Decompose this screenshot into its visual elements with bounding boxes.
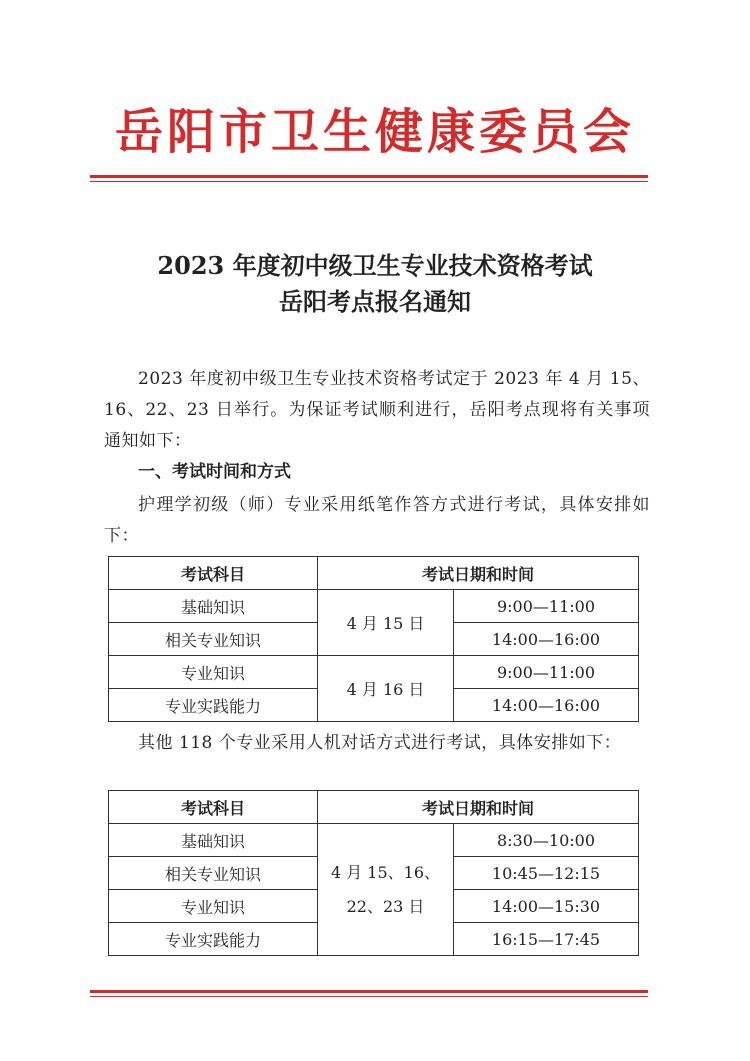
- computer-exam-table: [108, 790, 639, 956]
- letterhead-org-name: 岳阳市卫生健康委员会: [114, 104, 635, 160]
- date-cell: 4 月 15 日: [318, 590, 454, 656]
- paper-exam-paragraph: 护理学初级（师）专业采用纸笔作答方式进行考试，具体安排如下：: [104, 495, 650, 546]
- table-header-subject: 考试科目: [109, 791, 318, 824]
- table-row: 专业知识 14:00—15:30: [109, 890, 639, 923]
- table-row: 基础知识 4 月 15、16、 22、23 日 8:30—10:00: [109, 824, 639, 857]
- table-header-subject: 考试科目: [109, 557, 318, 590]
- table-row: 相关专业知识 14:00—16:00: [109, 623, 639, 656]
- table-header-datetime: 考试日期和时间: [318, 557, 639, 590]
- table-header-datetime: 考试日期和时间: [318, 791, 639, 824]
- doc-title-line1: 2023 年度初中级卫生专业技术资格考试: [157, 251, 593, 280]
- doc-title-line2: 岳阳考点报名通知: [279, 287, 471, 316]
- footer-rule-thin: [90, 996, 648, 997]
- table-row: 专业知识 4 月 16 日 9:00—11:00: [109, 656, 639, 689]
- footer-rule-thick: [90, 990, 648, 993]
- section1-heading: 一、考试时间和方式: [138, 462, 291, 482]
- computer-exam-paragraph: 其他 118 个专业采用人机对话方式进行考试，具体安排如下：: [138, 733, 622, 753]
- date-cell: 4 月 15、16、 22、23 日: [318, 824, 454, 956]
- table-row: 专业实践能力 14:00—16:00: [109, 689, 639, 722]
- table-row: 相关专业知识 10:45—12:15: [109, 857, 639, 890]
- letterhead-rule-thick: [90, 175, 648, 178]
- table-row: 专业实践能力 16:15—17:45: [109, 923, 639, 956]
- table-row: 基础知识 4 月 15 日 9:00—11:00: [109, 590, 639, 623]
- intro-paragraph: 2023 年度初中级卫生专业技术资格考试定于 2023 年 4 月 15、16、22、23 日举行。为保证考试顺利进行，岳阳考点现将有关事项通知如下：: [104, 369, 650, 451]
- date-cell: 4 月 16 日: [318, 656, 454, 722]
- paper-exam-table: [108, 556, 639, 722]
- letterhead-rule-thin: [90, 181, 648, 182]
